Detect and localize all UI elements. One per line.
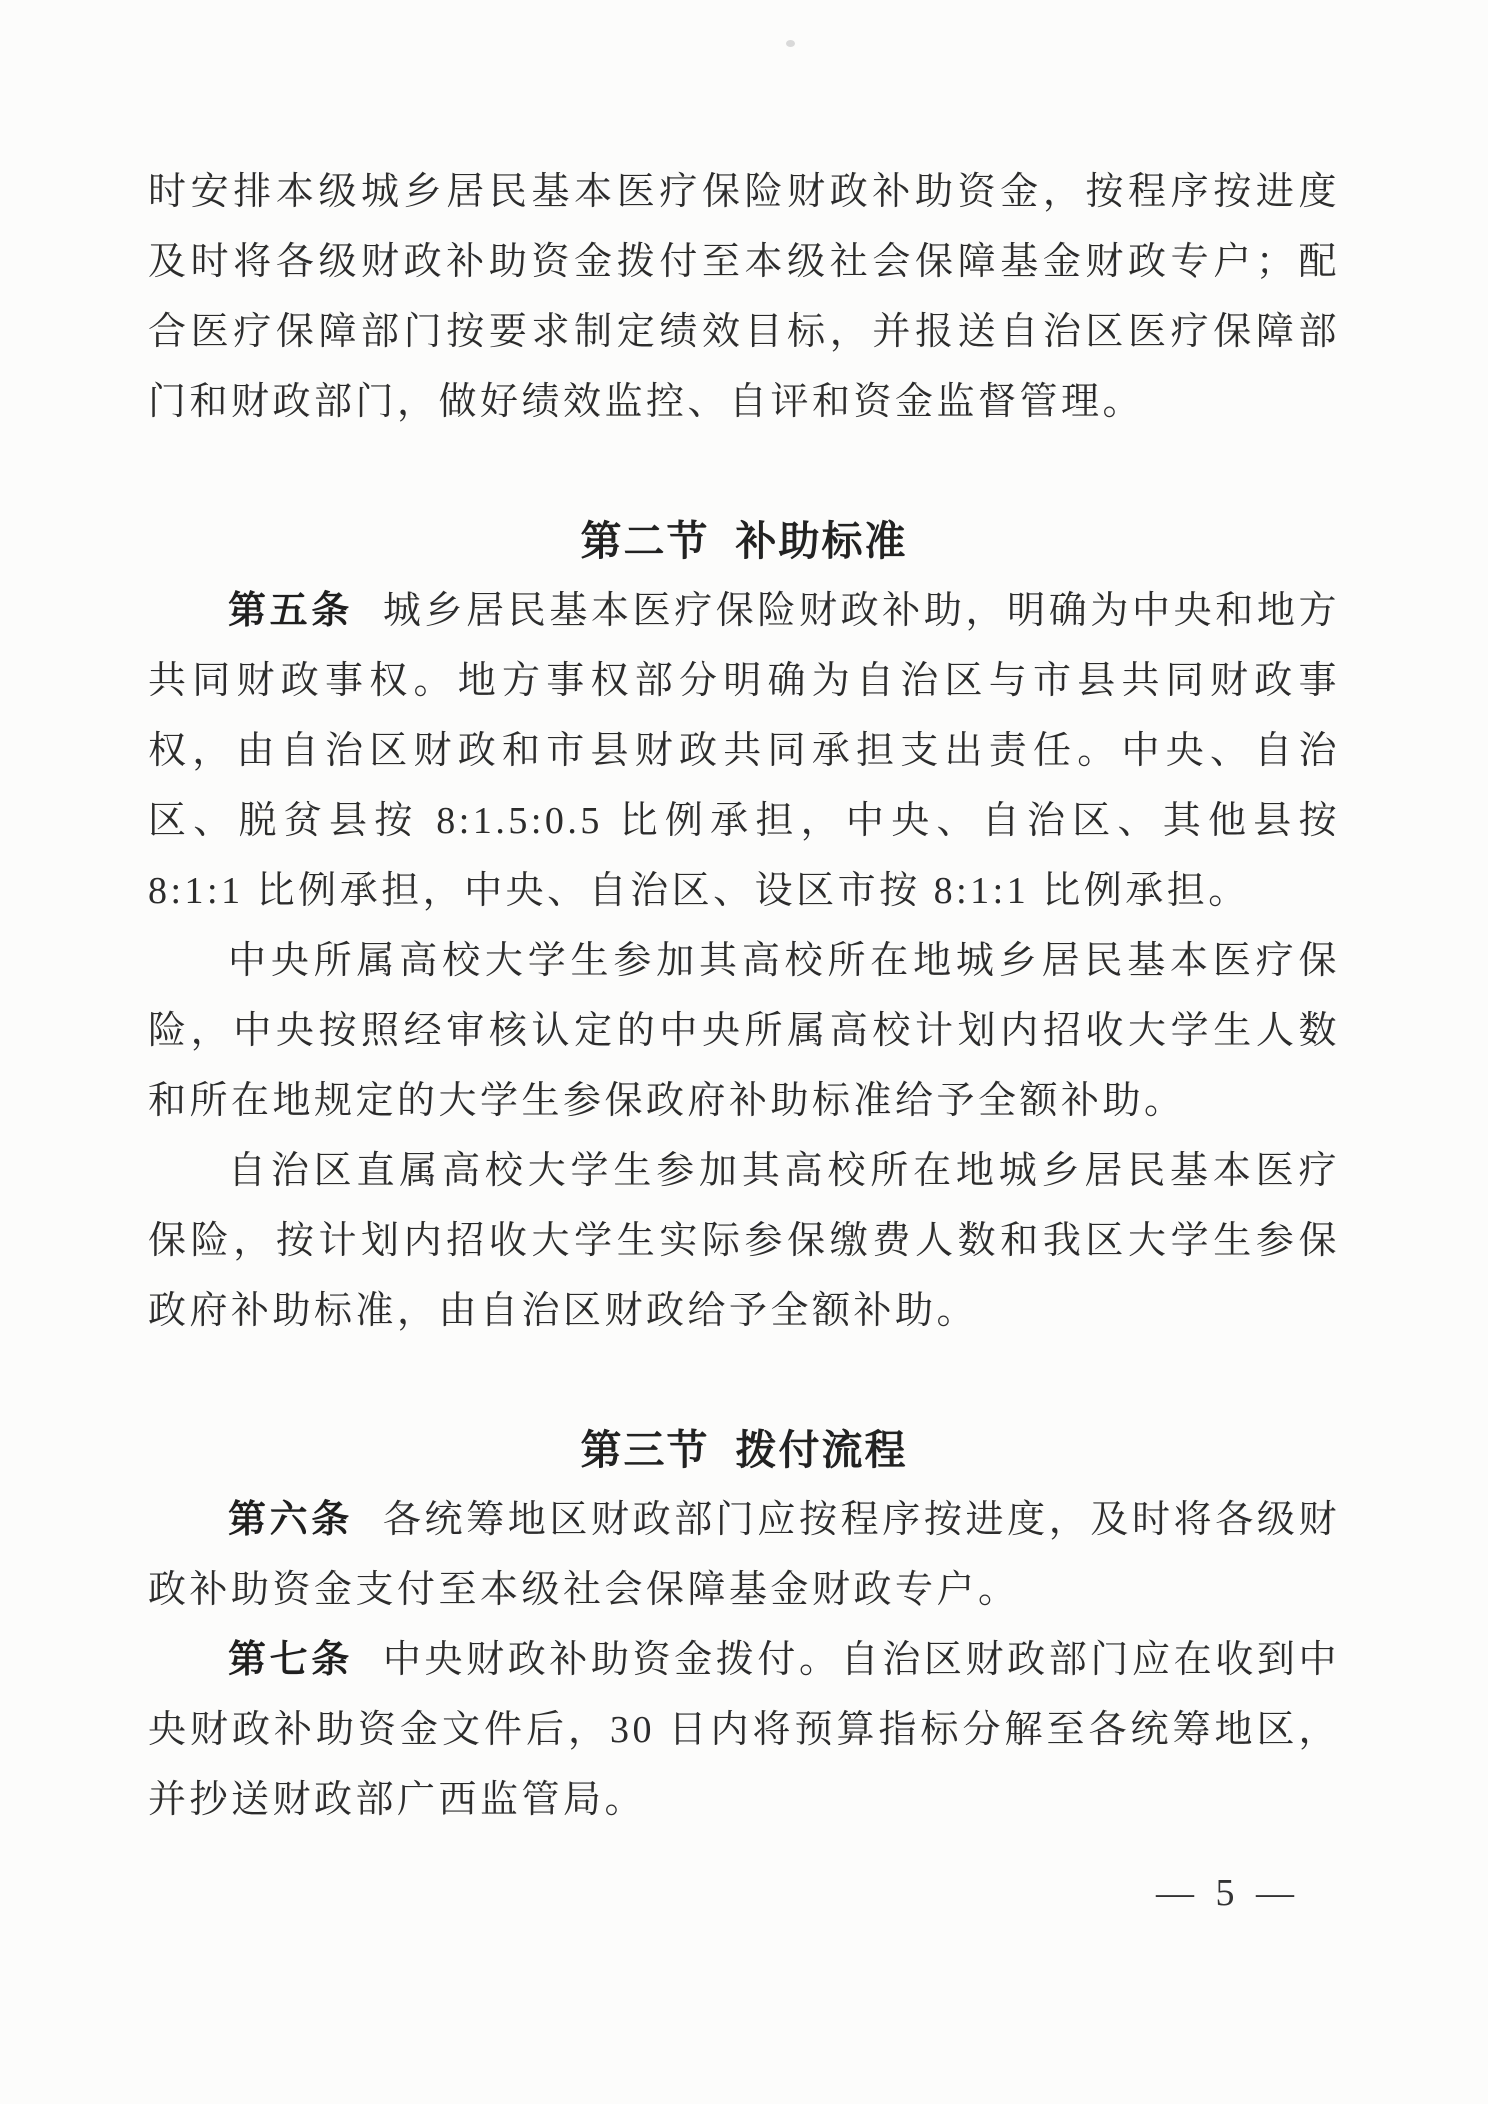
paragraph-region-university-text: 自治区直属高校大学生参加其高校所在地城乡居民基本医疗保险，按计划内招收大学生实际参保缴费人数和我区大学生参保政府补助标准，由自治区财政给予全额补助。 [148, 1150, 1340, 1332]
article-6-label: 第六条 [228, 1499, 353, 1541]
article-5-label: 第五条 [228, 590, 353, 632]
section-2-number: 第二节 [580, 518, 710, 564]
section-2-title: 补助标准 [735, 518, 908, 564]
paragraph-continuation-text: 时安排本级城乡居民基本医疗保险财政补助资金，按程序按进度及时将各级财政补助资金拨付至本级社会保障基金财政专户；配合医疗保障部门按要求制定绩效目标，并报送自治区医疗保障部门和财政部门，做好绩效监控、自评和资金监督管理。 [148, 171, 1340, 423]
paragraph-central-university-text: 中央所属高校大学生参加其高校所在地城乡居民基本医疗保险，中央按照经审核认定的中央所属高校计划内招收大学生人数和所在地规定的大学生参保政府补助标准给予全额补助。 [148, 940, 1340, 1122]
section-3-number: 第三节 [580, 1427, 710, 1473]
article-7-text: 中央财政补助资金拨付。自治区财政部门应在收到中央财政补助资金文件后，30 日内将预算指标分解至各统筹地区，并抄送财政部广西监管局。 [148, 1639, 1340, 1821]
paragraph-continuation [148, 157, 1340, 437]
document-content [148, 0, 1340, 1835]
section-3-title: 拨付流程 [735, 1427, 908, 1473]
paragraph-region-university [148, 1136, 1340, 1346]
paragraph-article-7 [148, 1625, 1340, 1835]
article-5-text: 城乡居民基本医疗保险财政补助，明确为中央和地方共同财政事权。地方事权部分明确为自治区与市县共同财政事权，由自治区财政和市县财政共同承担支出责任。中央、自治区、脱贫县按 8:1.5:0.5 比例承担，中央、自治区、其他县按 8:1:1 比例承担，中央、自治区、设区市按 8:1:1 比例承担。 [148, 590, 1340, 912]
paragraph-article-6 [148, 1485, 1340, 1625]
section-heading-3 [148, 1415, 1340, 1485]
section-heading-2 [148, 506, 1340, 576]
paragraph-article-5 [148, 576, 1340, 926]
page-number: — 5 — [1156, 1872, 1300, 1914]
article-6-text: 各统筹地区财政部门应按程序按进度，及时将各级财政补助资金支付至本级社会保障基金财政专户。 [148, 1499, 1340, 1611]
article-7-label: 第七条 [228, 1639, 353, 1681]
paragraph-central-university [148, 926, 1340, 1136]
